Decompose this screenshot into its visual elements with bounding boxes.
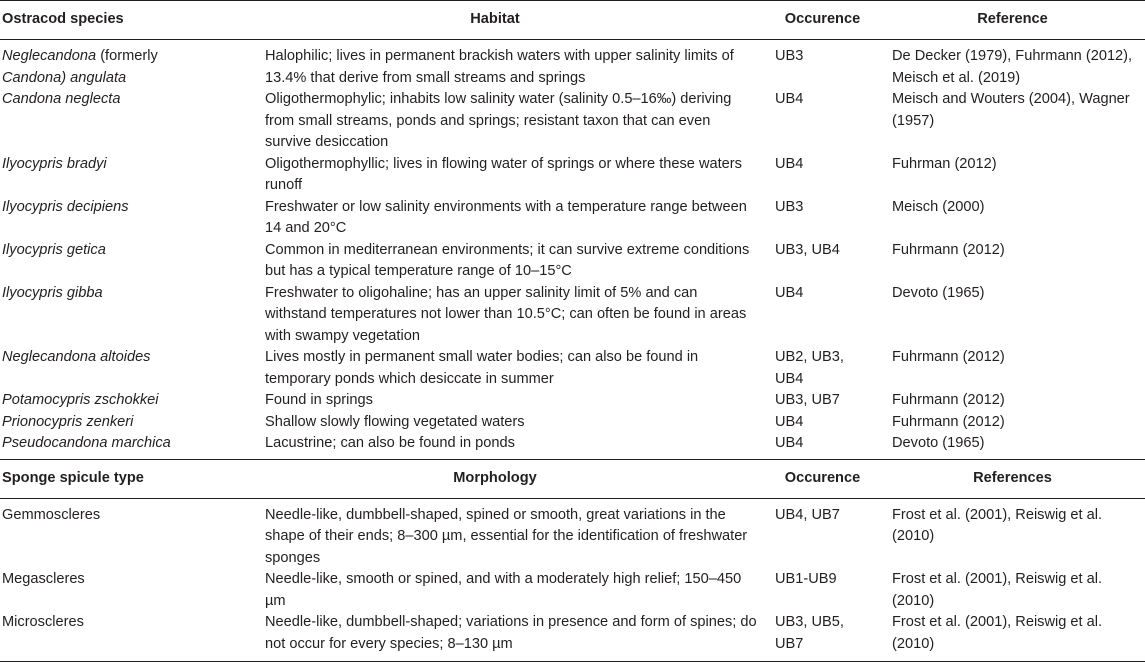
reference-cell: De Decker (1979), Fuhrmann (2012), Meisch et al. (2019) (892, 48, 1133, 86)
species-name: Ilyocypris decipiens (2, 198, 129, 215)
habitat-cell: Shallow slowly flowing vegetated waters (265, 413, 525, 430)
reference-cell: Fuhrmann (2012) (892, 392, 1005, 408)
habitat-cell: Oligothermophyllic; lives in flowing water of springs or where these waters runoff (265, 155, 742, 193)
morphology-cell: Needle-like, dumbbell-shaped, spined or smooth, great variations in the shape of their ends; 8–300 µm, essential for the identification of freshwater sponges (265, 506, 748, 566)
species-name: Ilyocypris getica (2, 241, 106, 258)
species-name: Ilyocypris bradyi (2, 155, 107, 172)
habitat-cell: Freshwater to oligohaline; has an upper salinity limit of 5% and can withstand temperatures not lower than 10.5°C; can often be found in areas with swampy vegetation (265, 284, 747, 344)
habitat-cell: Common in mediterranean environments; it can survive extreme conditions but has a typical temperature range of 10–15°C (265, 241, 750, 279)
table-row (0, 240, 1145, 283)
table-row (0, 40, 1145, 90)
header-reference: Reference (880, 1, 1145, 40)
morphology-cell: Needle-like, smooth or spined, and with a moderately high relief; 150–450 µm (265, 571, 742, 609)
habitat-cell: Lives mostly in permanent small water bodies; can also be found in temporary ponds which desiccate in summer (265, 349, 699, 387)
sponge-header-row (0, 459, 1145, 498)
species-name: Neglecandona (formerly Candona) angulata (2, 48, 158, 86)
occurence-cell: UB4 (775, 91, 804, 107)
habitat-cell: Oligothermophylic; inhabits low salinity water (salinity 0.5–16‰) deriving from small streams, ponds and springs; resistant taxon that can even survive desiccation (265, 91, 732, 150)
header-morphology: Morphology (225, 459, 765, 498)
habitat-cell: Freshwater or low salinity environments with a temperature range between 14 and 20°C (265, 198, 747, 236)
reference-cell: Meisch and Wouters (2004), Wagner (1957) (892, 91, 1130, 129)
reference-cell: Fuhrman (2012) (892, 155, 997, 172)
occurence-cell: UB3 (775, 198, 804, 215)
spicule-type: Gemmoscleres (2, 506, 101, 523)
reference-cell: Fuhrmann (2012) (892, 413, 1005, 430)
species-name: Candona neglecta (2, 91, 121, 107)
morphology-cell: Needle-like, dumbbell-shaped; variations in presence and form of spines; do not occur for every species; 8–130 µm (225, 612, 765, 662)
spicule-type: Microscleres (0, 612, 225, 662)
header-references: References (880, 459, 1145, 498)
table-row (0, 612, 1145, 662)
occurence-cell: UB3, UB4 (775, 241, 840, 258)
table-row (0, 412, 1145, 434)
reference-cell: Frost et al. (2001), Reiswig et al. (2010) (892, 571, 1103, 609)
species-name: Potamocypris zschokkei (2, 392, 159, 408)
reference-cell: Meisch (2000) (892, 198, 985, 215)
occurence-cell: UB4 (775, 413, 804, 430)
occurence-cell: UB4 (775, 155, 804, 172)
spicule-type: Megascleres (2, 571, 85, 587)
table-row (0, 89, 1145, 154)
occurence-cell: UB1-UB9 (775, 571, 837, 587)
occurence-cell: UB4 (775, 284, 804, 301)
occurence-cell: UB3, UB5, UB7 (765, 612, 880, 662)
habitat-cell: Halophilic; lives in permanent brackish waters with upper salinity limits of 13.4% that derive from small streams and springs (265, 48, 734, 86)
header-ostracod-species: Ostracod species (0, 1, 225, 40)
ostracod-header-row (0, 1, 1145, 40)
occurence-cell: UB2, UB3, UB4 (775, 349, 844, 387)
species-name: Prionocypris zenkeri (2, 413, 134, 430)
table-row (0, 390, 1145, 412)
table-row (0, 498, 1145, 569)
occurence-cell: UB3, UB7 (775, 392, 840, 408)
table-row (0, 569, 1145, 612)
species-name: Neglecandona altoides (2, 349, 151, 365)
table-row (0, 154, 1145, 197)
species-name: Ilyocypris gibba (2, 284, 103, 301)
reference-cell: Fuhrmann (2012) (892, 349, 1005, 365)
habitat-cell: Lacustrine; can also be found in ponds (225, 433, 765, 459)
table-row (0, 433, 1145, 459)
habitat-cell: Found in springs (265, 392, 373, 408)
reference-cell: Devoto (1965) (880, 433, 1145, 459)
table-row (0, 197, 1145, 240)
table-row (0, 283, 1145, 348)
reference-cell: Frost et al. (2001), Reiswig et al. (2010) (892, 506, 1103, 544)
reference-cell: Fuhrmann (2012) (892, 241, 1005, 258)
header-occurence: Occurence (765, 1, 880, 40)
occurence-cell: UB3 (775, 48, 804, 64)
occurence-cell: UB4, UB7 (775, 506, 840, 523)
species-name: Pseudocandona marchica (0, 433, 225, 459)
header-occurence: Occurence (765, 459, 880, 498)
reference-cell: Frost et al. (2001), Reiswig et al. (2010) (880, 612, 1145, 662)
reference-cell: Devoto (1965) (892, 284, 985, 301)
header-sponge-spicule-type: Sponge spicule type (0, 459, 225, 498)
table-row (0, 347, 1145, 390)
header-habitat: Habitat (225, 1, 765, 40)
occurence-cell: UB4 (765, 433, 880, 459)
